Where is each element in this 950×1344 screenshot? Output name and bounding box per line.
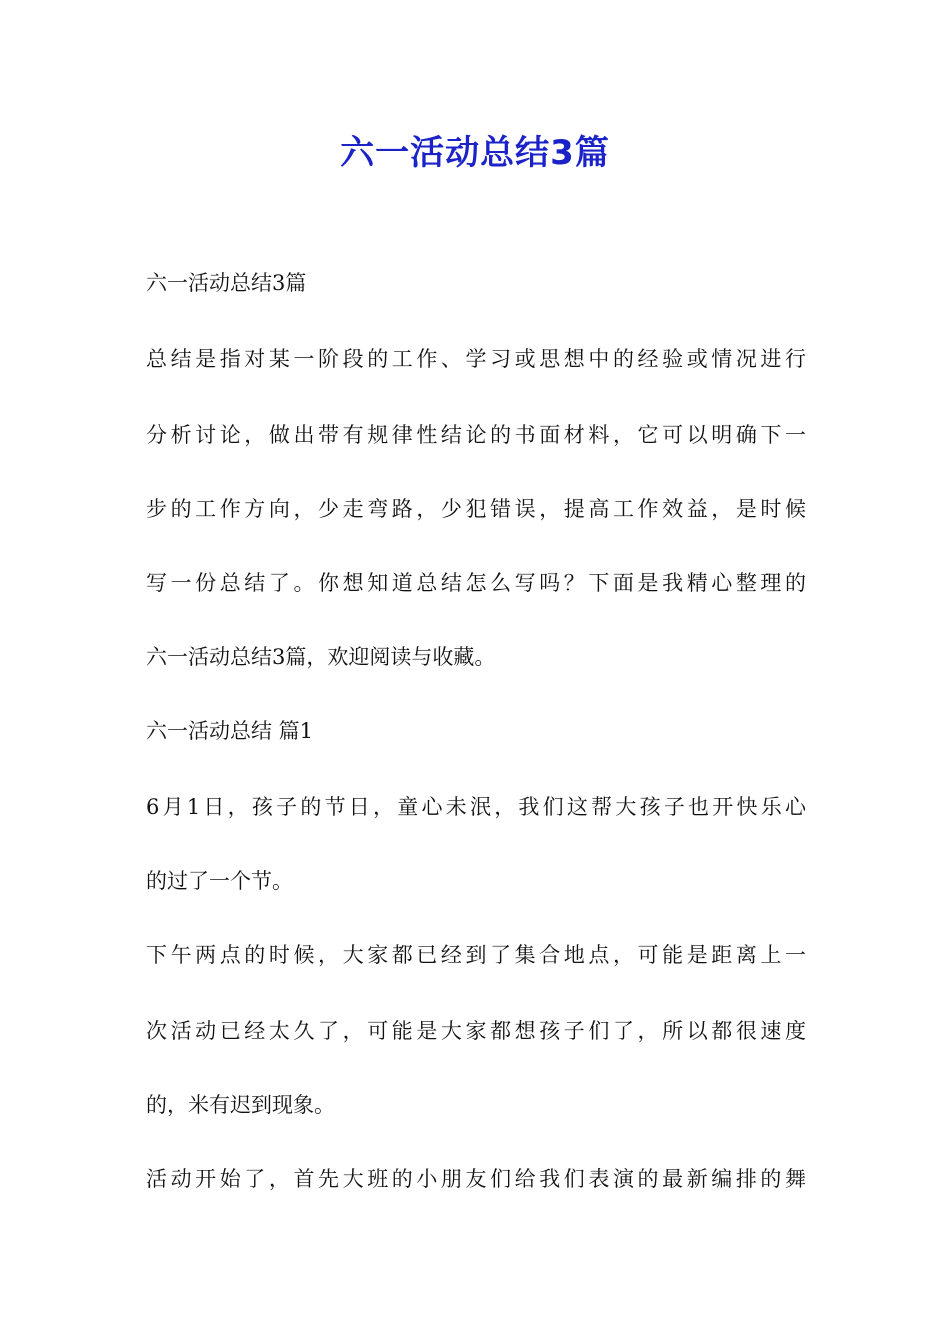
paragraph-line: 活动开始了，首先大班的小朋友们给我们表演的最新编排的舞: [146, 1167, 806, 1191]
section-heading: 六一活动总结 篇1: [146, 719, 314, 743]
subtitle-line: 六一活动总结3篇: [146, 271, 307, 295]
paragraph-line: 6月1日，孩子的节日，童心未泯，我们这帮大孩子也开快乐心: [146, 795, 806, 819]
paragraph-line: 步的工作方向，少走弯路，少犯错误，提高工作效益，是时候: [146, 497, 806, 521]
paragraph-line: 下午两点的时候，大家都已经到了集合地点，可能是距离上一: [146, 943, 806, 967]
paragraph-line: 的过了一个节。: [146, 869, 293, 893]
paragraph-line: 六一活动总结3篇，欢迎阅读与收藏。: [146, 645, 496, 669]
paragraph-line: 总结是指对某一阶段的工作、学习或思想中的经验或情况进行: [146, 347, 806, 371]
paragraph-line: 的，米有迟到现象。: [146, 1093, 335, 1117]
paragraph-line: 写一份总结了。你想知道总结怎么写吗？下面是我精心整理的: [146, 571, 806, 595]
paragraph-line: 次活动已经太久了，可能是大家都想孩子们了，所以都很速度: [146, 1019, 806, 1043]
paragraph-line: 分析讨论，做出带有规律性结论的书面材料，它可以明确下一: [146, 423, 806, 447]
document-title: 六一活动总结3篇: [340, 133, 610, 173]
